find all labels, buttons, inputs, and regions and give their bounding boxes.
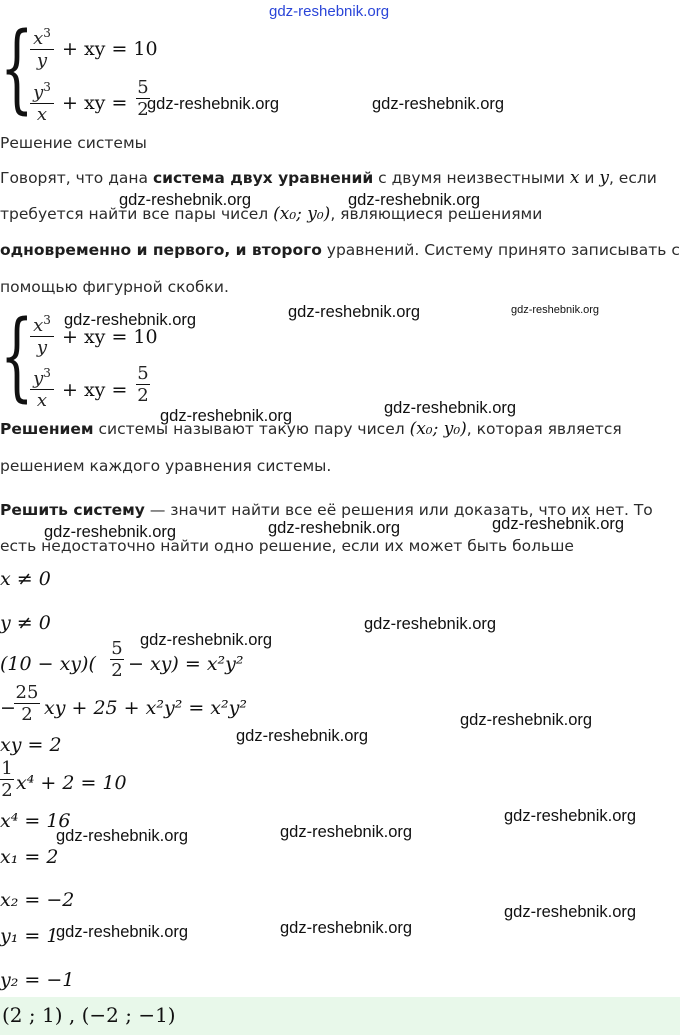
watermark[interactable]: gdz-reshebnik.org: [372, 95, 505, 113]
fraction-y3-over-x: $y^3$ x: [30, 78, 54, 124]
watermark[interactable]: gdz-reshebnik.org: [119, 191, 252, 209]
watermark[interactable]: gdz-reshebnik.org: [44, 523, 177, 541]
paragraph-line: Решить систему — значит найти все её решения или доказать, что их нет. То: [0, 501, 653, 519]
step-y1: y₁ = 1: [0, 925, 59, 947]
system1-eq2: + xy =: [62, 92, 128, 114]
watermark[interactable]: gdz-reshebnik.org: [348, 191, 481, 209]
section-heading: Решение системы: [0, 134, 147, 152]
step-y-not-zero: y ≠ 0: [0, 612, 51, 634]
watermark[interactable]: gdz-reshebnik.org: [56, 923, 189, 941]
watermark[interactable]: gdz-reshebnik.org: [140, 631, 273, 649]
paragraph-line: есть недостаточно найти одно решение, если их может быть больше: [0, 537, 574, 555]
fraction-5-over-2: 5 2: [137, 77, 149, 120]
watermark[interactable]: gdz-reshebnik.org: [236, 727, 369, 745]
step-xy-equals-2: xy = 2: [0, 734, 62, 756]
paragraph-line: помощью фигурной скобки.: [0, 278, 229, 296]
watermark[interactable]: gdz-reshebnik.org: [160, 407, 293, 425]
answer-text: (2 ; 1) , (−2 ; −1): [2, 1003, 176, 1027]
watermark[interactable]: gdz-reshebnik.org: [56, 827, 189, 845]
step-expand: xy + 25 + x²y² = x²y²: [44, 697, 247, 719]
system2-eq1: + xy = 10: [62, 326, 158, 348]
step-y2: y₂ = −1: [0, 969, 75, 991]
watermark[interactable]: gdz-reshebnik.org: [460, 711, 593, 729]
watermark[interactable]: gdz-reshebnik.org: [364, 615, 497, 633]
step-x4-16: x⁴ = 16: [0, 810, 71, 832]
step-x2: x₂ = −2: [0, 889, 75, 911]
paragraph-line: решением каждого уравнения системы.: [0, 457, 332, 475]
watermark-top[interactable]: gdz-reshebnik.org: [269, 3, 390, 20]
fraction-5-over-2: 5 2: [111, 638, 123, 681]
watermark[interactable]: gdz-reshebnik.org: [288, 303, 421, 321]
fraction-y3-over-x: $y^3$ x: [30, 364, 54, 410]
watermark[interactable]: gdz-reshebnik.org: [147, 95, 280, 113]
system1-eq1: + xy = 10: [62, 38, 158, 60]
watermark[interactable]: gdz-reshebnik.org: [492, 515, 625, 533]
paragraph-line: одновременно и первого, и второго уравнений. Систему принято записывать с: [0, 241, 680, 259]
fraction-25-over-2: 25 2: [15, 682, 39, 725]
watermark[interactable]: gdz-reshebnik.org: [268, 519, 401, 537]
paragraph-line: требуется найти все пары чисел (x₀; y₀), являющиеся решениями: [0, 204, 543, 224]
step-product: (10 − xy)(: [0, 653, 96, 675]
step-expand-sign: −: [0, 697, 16, 719]
left-brace-icon: {: [0, 12, 34, 124]
watermark[interactable]: gdz-reshebnik.org: [280, 823, 413, 841]
watermark[interactable]: gdz-reshebnik.org: [504, 903, 637, 921]
fraction-x3-over-y: $x^3$ y: [30, 311, 54, 357]
watermark[interactable]: gdz-reshebnik.org: [504, 807, 637, 825]
step-x-not-zero: x ≠ 0: [0, 568, 51, 590]
step-x4-eq: x⁴ + 2 = 10: [16, 772, 127, 794]
paragraph-line: Решением системы называют такую пару чисел (x₀; y₀), которая является: [0, 419, 622, 439]
step-x1: x₁ = 2: [0, 846, 59, 868]
fraction-x3-over-y: $x^3$ y: [30, 24, 54, 70]
watermark[interactable]: gdz-reshebnik.org: [511, 304, 600, 316]
watermark[interactable]: gdz-reshebnik.org: [384, 399, 517, 417]
system2-eq2: + xy =: [62, 379, 128, 401]
fraction-1-over-2: 1 2: [1, 758, 13, 801]
watermark[interactable]: gdz-reshebnik.org: [280, 919, 413, 937]
paragraph-line: Говорят, что дана система двух уравнений с двумя неизвестными x и y, если: [0, 168, 657, 188]
answer-box: [0, 997, 680, 1035]
fraction-5-over-2: 5 2: [137, 363, 149, 406]
left-brace-icon: {: [0, 300, 34, 412]
watermark[interactable]: gdz-reshebnik.org: [64, 311, 197, 329]
step-product-rest: − xy) = x²y²: [128, 653, 244, 675]
